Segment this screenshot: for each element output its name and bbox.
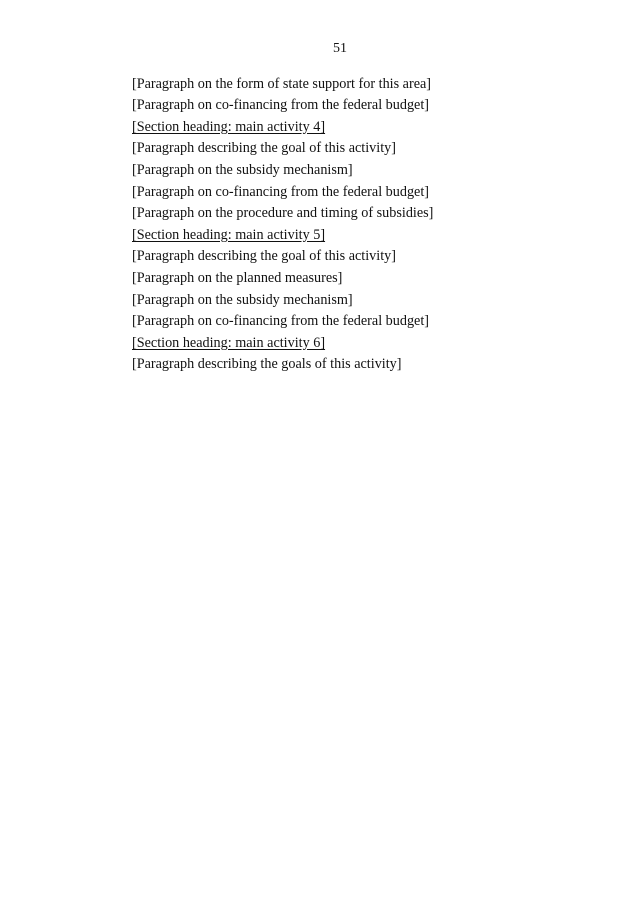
paragraph: [Paragraph describing the goals of this activity]: [132, 356, 402, 373]
section-heading: [Section heading: main activity 4]: [132, 118, 326, 135]
paragraph: [Paragraph on the form of state support for this area]: [132, 75, 432, 92]
paragraph: [Paragraph on co-financing from the federal budget]: [132, 97, 430, 114]
paragraph: [Paragraph on co-financing from the federal budget]: [132, 183, 430, 200]
paragraph: [Paragraph describing the goal of this activity]: [132, 140, 396, 157]
paragraph: [Paragraph on the subsidy mechanism]: [132, 161, 353, 178]
section-heading: [Section heading: main activity 6]: [132, 334, 326, 351]
page-number: 51: [333, 41, 347, 56]
paragraph: [Paragraph on the planned measures]: [132, 269, 343, 286]
paragraph: [Paragraph on co-financing from the federal budget]: [132, 313, 430, 330]
paragraph: [Paragraph on the procedure and timing of subsidies]: [132, 205, 434, 222]
document-body: [92, 76, 588, 374]
section-heading: [Section heading: main activity 5]: [132, 226, 326, 243]
paragraph: [Paragraph describing the goal of this activity]: [132, 248, 396, 265]
paragraph: [Paragraph on the subsidy mechanism]: [132, 291, 353, 308]
